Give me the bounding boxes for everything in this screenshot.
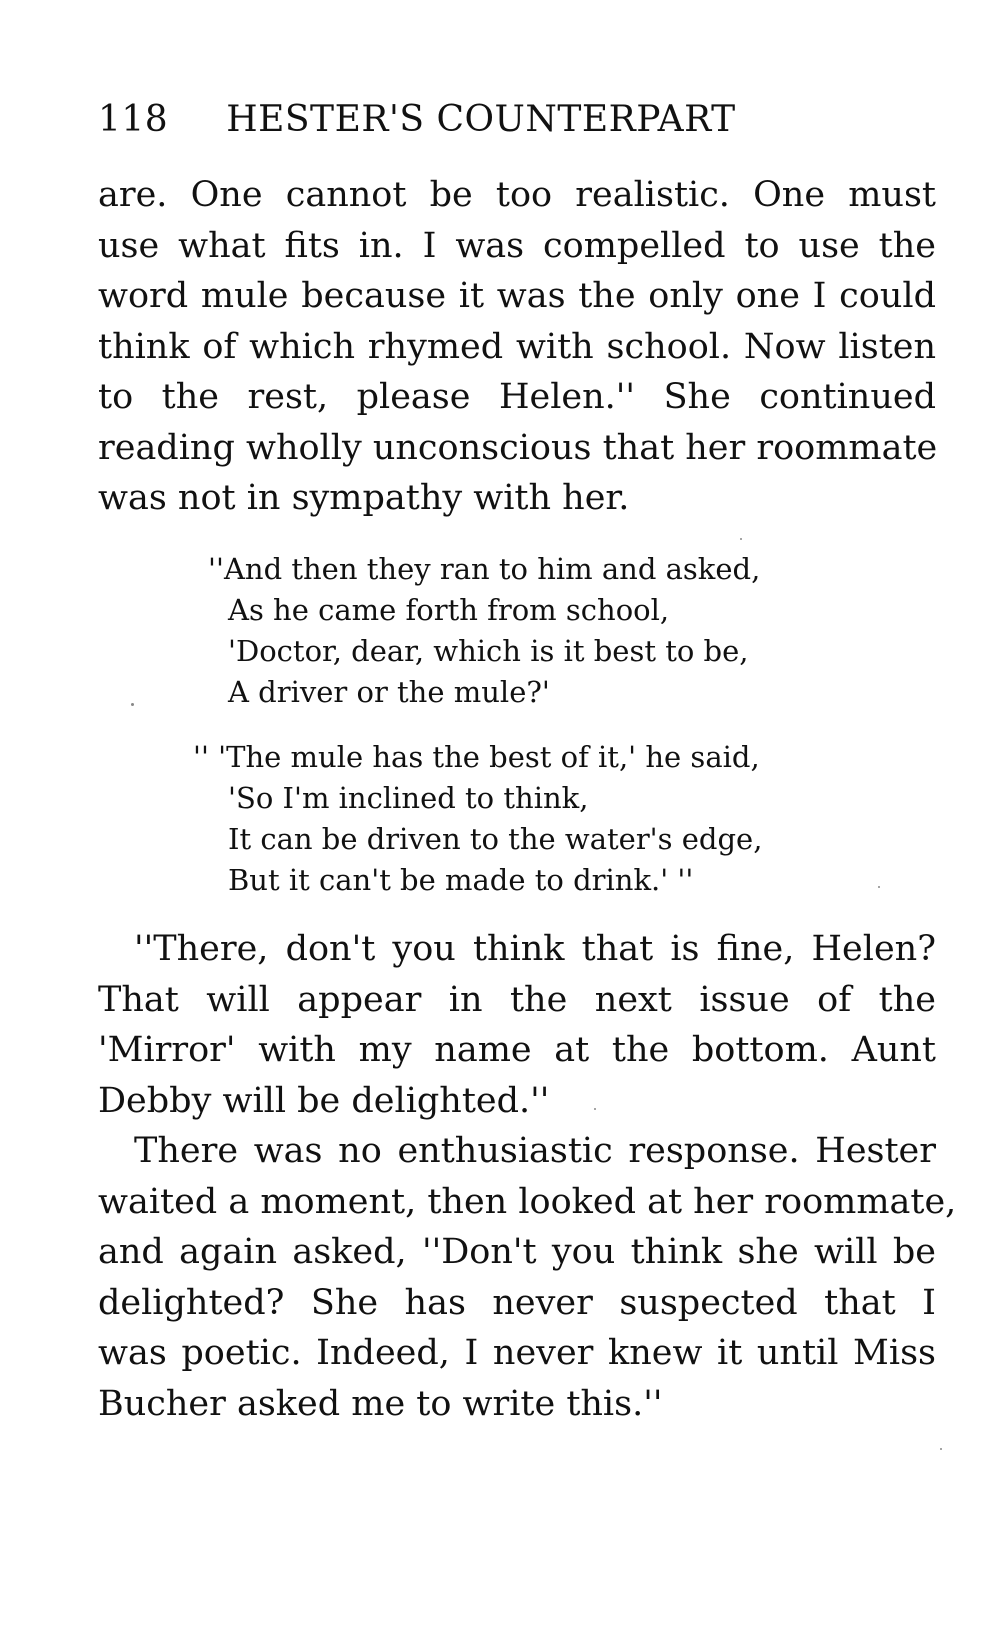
poem-line: 'Doctor, dear, which is it best to be, [228,634,749,668]
text-line: That will appear in the next issue of the [98,979,936,1020]
scan-speck [131,703,134,706]
text-line: to the rest, please Helen.'' She continued [98,377,936,417]
paragraph-3 [98,1126,957,1429]
text-line: word mule because it was the only one I could [98,276,936,316]
text-line: think of which rhymed with school. Now listen [98,326,936,367]
poem-line: 'So I'm inclined to think, [228,781,589,815]
text-line: reading wholly unconscious that her roommate [98,427,938,468]
text-line: There was no enthusiastic response. Hester [134,1131,936,1171]
poem-stanza-2 [193,737,762,901]
poem-line: But it can't be made to drink.' '' [228,863,694,897]
poem-line: A driver or the mule?' [228,675,550,709]
text-line: Bucher asked me to write this.'' [98,1383,663,1424]
text-line: Debby will be delighted.'' [98,1080,550,1121]
running-title: HESTER'S COUNTERPART [226,99,736,140]
page-number: 118 [98,99,169,140]
text-line: 'Mirror' with my name at the bottom. Aunt [98,1030,936,1070]
text-line: ''There, don't you think that is fine, Helen? [134,929,936,969]
text-line: use what fits in. I was compelled to use the [98,225,936,266]
text-line: waited a moment, then looked at her roommate, [98,1181,957,1222]
text-line: are. One cannot be too realistic. One must [98,175,936,215]
poem-line: It can be driven to the water's edge, [228,822,763,856]
scan-speck [594,1108,596,1110]
scan-speck [740,538,742,540]
paragraph-2 [98,924,936,1126]
poem-line: '' 'The mule has the best of it,' he said, [193,740,760,774]
scan-speck [878,886,880,888]
scan-speck [940,1448,942,1450]
poem-stanza-1 [208,549,760,713]
paragraph-1 [98,170,936,524]
text-line: delighted? She has never suspected that I [98,1282,936,1323]
poem-line: As he came forth from school, [228,593,670,627]
text-line: was poetic. Indeed, I never knew it until Miss [98,1333,936,1373]
text-line: and again asked, ''Don't you think she will be [98,1232,936,1272]
text-line: was not in sympathy with her. [98,478,630,518]
poem-line: ''And then they ran to him and asked, [208,552,761,586]
running-head [98,98,798,142]
